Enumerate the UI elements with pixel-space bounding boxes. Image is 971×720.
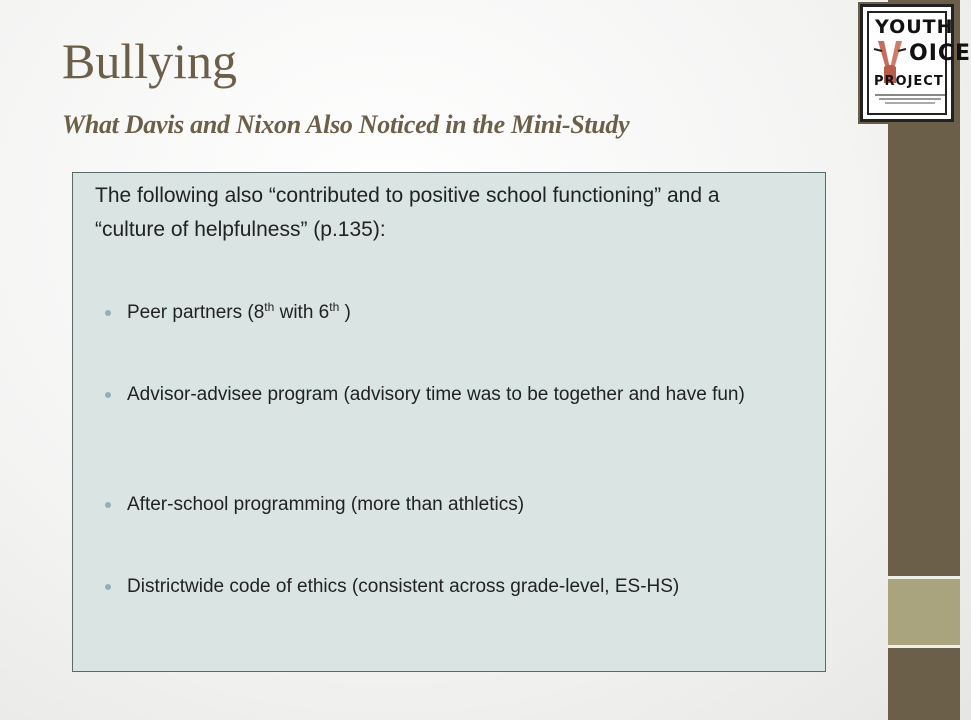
- logo-text-project: PROJECT: [874, 74, 944, 89]
- slide-title: Bullying: [62, 33, 238, 89]
- bullet-text-part: ): [339, 302, 351, 323]
- bullet-text: Advisor-advisee program (advisory time was to be together and have fun): [127, 384, 745, 405]
- bullet-superscript: th: [329, 300, 340, 314]
- intro-paragraph: The following also “contributed to positive school functioning” and a “culture of helpfulness” (p.135):: [95, 184, 720, 241]
- bullet-text: After-school programming (more than athletics): [127, 494, 525, 515]
- bullet-icon: [105, 392, 111, 398]
- bullet-text-part: with 6: [274, 302, 330, 323]
- bullet-item-code-of-ethics: [127, 575, 787, 599]
- logo-frame: [867, 11, 971, 115]
- bullet-icon: [105, 584, 111, 590]
- bullet-item-peer-partners: [127, 301, 787, 325]
- bullet-text-part: Peer partners (8: [127, 302, 265, 323]
- youth-voice-project-logo: [860, 4, 971, 122]
- bullet-icon: [105, 502, 111, 508]
- bullet-item-after-school: [127, 493, 787, 517]
- content-box: [72, 172, 826, 672]
- slide-subtitle: What Davis and Nixon Also Noticed in the Mini-Study: [62, 110, 630, 139]
- logo-tagline-graphic: [875, 93, 945, 105]
- bullet-icon: [105, 310, 111, 316]
- bullet-superscript: th: [264, 300, 275, 314]
- logo-text-oice: OICE: [909, 41, 971, 66]
- sidebar-accent-block: [888, 576, 960, 648]
- bullet-item-advisor-advisee: [127, 383, 787, 407]
- logo-text-youth: YOUTH: [875, 16, 954, 38]
- bullet-text: Districtwide code of ethics (consistent across grade-level, ES-HS): [127, 576, 680, 597]
